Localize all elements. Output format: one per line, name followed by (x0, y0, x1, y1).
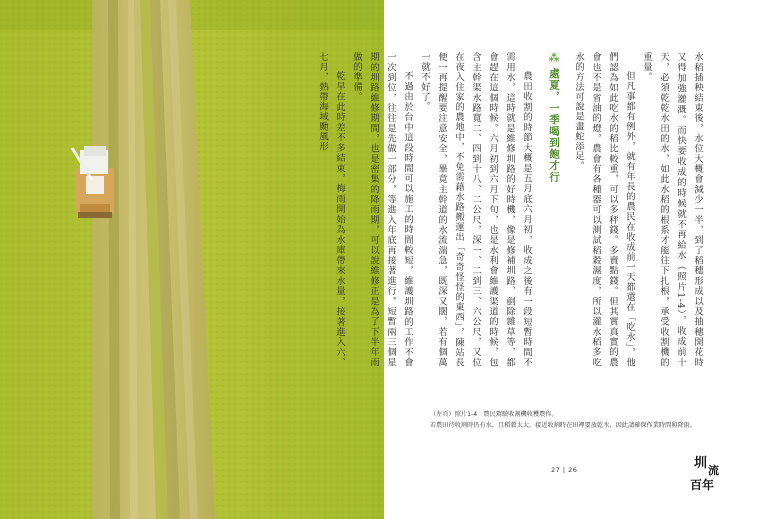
leaf-icon: ⁂ (548, 52, 560, 65)
paragraph: 水稻插秧結束後，水位大概會減少一半，到了稻穗形成以及抽穗開花時又得加強灌溉。而快要收成的時候就不再給水（照片1-4），收成前十天，必須乾乾水田的水，如此水稻的根系才能往下扎根，承受收割機的重量。 (641, 52, 703, 367)
section-heading: ⁂處夏，一季喝到飽才行 (545, 52, 562, 367)
logo-char: 流 (708, 464, 719, 477)
paragraph: 乾旱在此時差不多結束，梅雨開始為水庫帶來水量，接著進入六、七月，熱帶海域颱風形 (317, 52, 345, 367)
book-logo (686, 452, 728, 494)
article-body (314, 52, 706, 367)
harvester-icon (72, 146, 114, 218)
paragraph: 不過由於台中這段時間可以施工的時間較短，維護圳路的工作不會一次到位，往往是先做一部分，等進入年底再接著進行。短暫兩三個星期的圳路維修期間，也是密集的降雨期，可以說維修正是為了下半年雨做的準備。 (351, 52, 413, 367)
page-numbers: 27 | 26 (551, 466, 578, 474)
photo-caption (430, 409, 730, 431)
logo-char: 圳 (694, 456, 708, 471)
text-page (317, 0, 768, 519)
paragraph: 但凡事都有例外，就有年長的農民在收成前一天都還在「吃水」，他們認為如此吃水的稻比較重，可以多秤錢。多賣點錢。但其實真實的農會也不是省油的燈，農會有各種器可以測試稻穀濕度，所以灌水稻多吃水的方法可說是畫蛇添足。 (573, 52, 635, 367)
caption-line: （左頁）照片1-4 農民駕駛收割機收穫農作。 (430, 411, 558, 418)
paragraph: 農田收割的時節大概是五月底六月初，收成之後有一段短暫時間不需用水，這時就是維修圳路的好時機，像是修補圳路、剷除雜草等，都會趕在這個時候。六月初到六月下旬，也是水利會維護渠道的時候，包含主幹渠水路寬二、四到十八、二公尺，深一、二到三、六公尺，又位在夜入住家的農地中，不免需藉水路搬運出「奇奇怪怪的東西」，陳站長便一再提醒要注意安全，畢竟主幹道的水流湍急，既深又闊，若有個萬一就不好了。 (419, 52, 532, 367)
logo-char: 百年 (690, 478, 715, 492)
caption-line: 若農田待收割時仍有水，且稻穀太大，接近收割時在田裡要放乾水，因此請確保作業時間與降雨。 (430, 422, 697, 429)
